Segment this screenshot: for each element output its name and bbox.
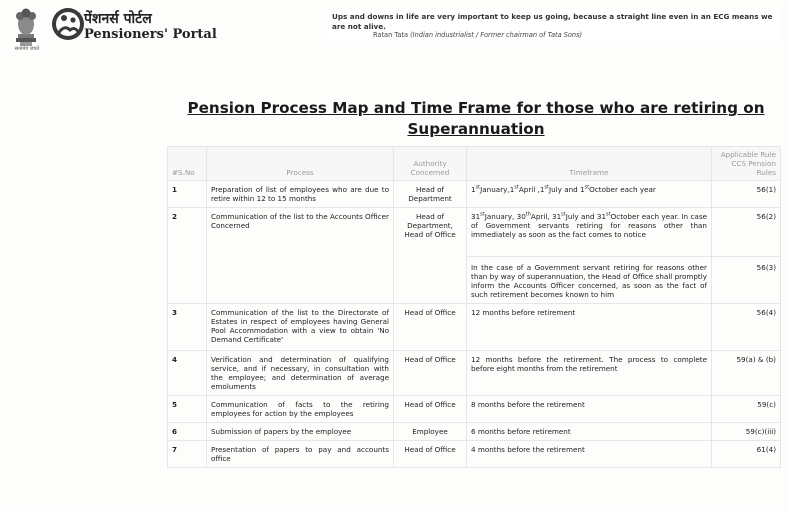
cell-process: Verification and determination of qualifying service, and if necessary, in consultation with the employee; and determination of average emoluments — [207, 351, 394, 396]
cell-timeframe: 12 months before retirement — [467, 304, 712, 351]
cell-authority: Head of Office — [394, 396, 467, 423]
cell-process: Preparation of list of employees who are due to retire within 12 to 15 months — [207, 181, 394, 208]
cell-process: Submission of papers by the employee — [207, 423, 394, 441]
cell-rule: 56(4) — [712, 304, 781, 351]
table-row — [168, 441, 781, 468]
table-row — [168, 351, 781, 396]
cell-rule: 61(4) — [712, 441, 781, 468]
cell-timeframe: In the case of a Government servant retiring for reasons other than by way of superannuation, the Head of Office shall promptly inform the Accounts Officer concerned, as soon as the fact of such retirement becomes known to him — [467, 257, 712, 304]
cell-timeframe: 12 months before the retirement. The process to complete before eight months from the retirement — [467, 351, 712, 396]
cell-authority: Head of Office — [394, 304, 467, 351]
page-title: Pension Process Map and Time Frame for those who are retiring on Superannuation — [187, 99, 765, 138]
header-quote: Ups and downs in life are very important to keep us going, because a straight line even in an ECG means we are not alive. — [332, 12, 773, 31]
table-row — [168, 423, 781, 441]
cell-process: Communication of facts to the retiring employees for action by the employees — [207, 396, 394, 423]
table-row — [168, 208, 781, 257]
table-header-row — [168, 147, 781, 181]
header-sno: #S.No — [168, 147, 207, 181]
pension-process-table — [167, 146, 781, 468]
quote-author-description: (Indian industrialist / Former chairman of Tata Sons) — [410, 31, 583, 39]
cell-sno: 4 — [168, 351, 207, 396]
header-process: Process — [207, 147, 394, 181]
cell-process: Presentation of papers to pay and accounts office — [207, 441, 394, 468]
table-row — [168, 181, 781, 208]
cell-rule: 56(1) — [712, 181, 781, 208]
cell-sno: 7 — [168, 441, 207, 468]
cell-authority: Head of Office — [394, 441, 467, 468]
cell-timeframe: 6 months before retirement — [467, 423, 712, 441]
quote-author — [373, 31, 582, 39]
cell-rule: 59(a) & (b) — [712, 351, 781, 396]
cell-rule: 59(c) — [712, 396, 781, 423]
cell-process: Communication of the list to the Directorate of Estates in respect of employees having General Pool Accommodation with a view to obtain 'No Demand Certificate' — [207, 304, 394, 351]
cell-timeframe: 1stJanuary,1stApril ,1stJuly and 1stOctober each year — [467, 181, 712, 208]
cell-rule: 59(c)(iii) — [712, 423, 781, 441]
cell-sno: 3 — [168, 304, 207, 351]
cell-process: Communication of the list to the Accounts Officer Concerned — [207, 208, 394, 304]
cell-authority: Head of Department, Head of Office — [394, 208, 467, 304]
header-timeframe: Timeframe — [467, 147, 712, 181]
portal-name[interactable]: Pensioners' Portal — [84, 27, 217, 42]
cell-rule: 56(2) — [712, 208, 781, 257]
cell-authority: Head of Department — [394, 181, 467, 208]
cell-timeframe: 8 months before the retirement — [467, 396, 712, 423]
table-row — [168, 396, 781, 423]
cell-authority: Employee — [394, 423, 467, 441]
cell-sno: 2 — [168, 208, 207, 304]
cell-rule: 56(3) — [712, 257, 781, 304]
pensioners-portal-logo-icon[interactable] — [50, 6, 86, 42]
portal-name-hindi: पेंशनर्स पोर्टल — [84, 11, 152, 27]
cell-timeframe: 4 months before the retirement — [467, 441, 712, 468]
header-authority: Authority Concerned — [394, 147, 467, 181]
table-row — [168, 304, 781, 351]
site-header — [0, 0, 787, 60]
cell-sno: 1 — [168, 181, 207, 208]
cell-sno: 5 — [168, 396, 207, 423]
cell-authority: Head of Office — [394, 351, 467, 396]
quote-author-name: Ratan Tata — [373, 31, 408, 39]
header-rules: Applicable Rule CCS Pension Rules — [712, 147, 781, 181]
emblem-caption: सत्यमेव जयते — [14, 46, 40, 52]
cell-timeframe: 31stJanuary, 30thApril, 31stJuly and 31stOctober each year. In case of Government servants retiring for reasons other than immediately as soon as the fact comes to notice — [467, 208, 712, 257]
cell-sno: 6 — [168, 423, 207, 441]
